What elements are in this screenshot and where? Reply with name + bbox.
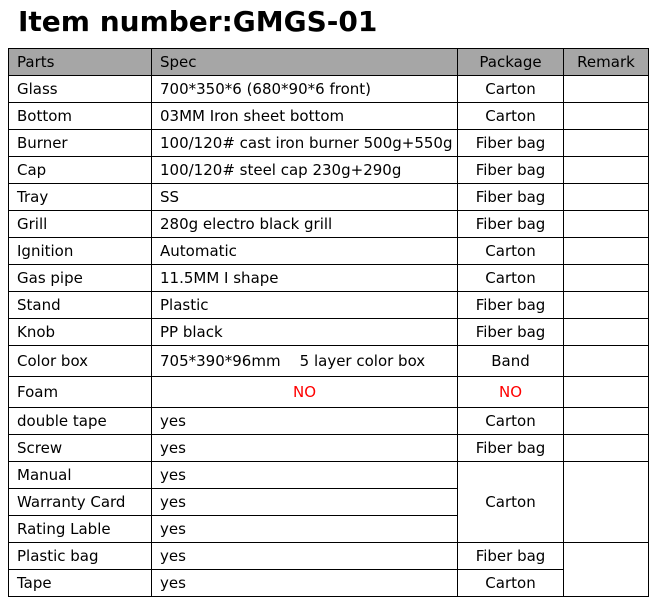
remark-cell-merged [564, 462, 649, 543]
spec-cell: 705*390*96mm 5 layer color box [152, 346, 458, 377]
header-remark: Remark [564, 49, 649, 76]
remark-cell [564, 130, 649, 157]
spec-cell: yes [152, 489, 458, 516]
remark-cell [564, 157, 649, 184]
part-cell: Warranty Card [9, 489, 152, 516]
table-row [9, 543, 649, 570]
package-cell: Band [458, 346, 564, 377]
package-cell: Fiber bag [458, 211, 564, 238]
header-spec: Spec [152, 49, 458, 76]
spec-cell-no: NO [152, 377, 458, 408]
spec-cell: 280g electro black grill [152, 211, 458, 238]
table-row [9, 462, 649, 489]
spec-cell: PP black [152, 319, 458, 346]
table-row [9, 76, 649, 103]
part-cell: Burner [9, 130, 152, 157]
part-cell: Tray [9, 184, 152, 211]
part-cell: Stand [9, 292, 152, 319]
table-row [9, 377, 649, 408]
spec-cell: 700*350*6 (680*90*6 front) [152, 76, 458, 103]
header-parts: Parts [9, 49, 152, 76]
package-cell: Fiber bag [458, 130, 564, 157]
package-cell: Carton [458, 408, 564, 435]
spec-cell: 100/120# cast iron burner 500g+550g [152, 130, 458, 157]
part-cell: Rating Lable [9, 516, 152, 543]
package-cell: Carton [458, 238, 564, 265]
table-row [9, 435, 649, 462]
part-cell: Knob [9, 319, 152, 346]
part-cell: Tape [9, 570, 152, 597]
package-cell: Fiber bag [458, 184, 564, 211]
spec-cell: yes [152, 543, 458, 570]
table-row [9, 292, 649, 319]
package-cell: Fiber bag [458, 435, 564, 462]
table-row [9, 211, 649, 238]
remark-cell [564, 103, 649, 130]
spec-cell: SS [152, 184, 458, 211]
table-row [9, 408, 649, 435]
part-cell: Gas pipe [9, 265, 152, 292]
remark-cell [564, 292, 649, 319]
remark-cell [564, 184, 649, 211]
table-header-row [9, 49, 649, 76]
part-cell: Manual [9, 462, 152, 489]
spec-cell: yes [152, 435, 458, 462]
package-cell-no: NO [458, 377, 564, 408]
package-cell: Carton [458, 76, 564, 103]
table-row [9, 319, 649, 346]
table-row [9, 346, 649, 377]
package-cell: Fiber bag [458, 292, 564, 319]
part-cell: double tape [9, 408, 152, 435]
part-cell: Plastic bag [9, 543, 152, 570]
spec-cell: 03MM Iron sheet bottom [152, 103, 458, 130]
package-cell: Fiber bag [458, 319, 564, 346]
remark-cell [564, 346, 649, 377]
spec-cell: yes [152, 516, 458, 543]
package-cell: Carton [458, 570, 564, 597]
package-cell: Fiber bag [458, 157, 564, 184]
table-row [9, 184, 649, 211]
remark-cell [564, 265, 649, 292]
package-cell-merged: Carton [458, 462, 564, 543]
table-row [9, 157, 649, 184]
remark-cell [564, 377, 649, 408]
remark-cell-merged [564, 543, 649, 597]
remark-cell [564, 238, 649, 265]
remark-cell [564, 435, 649, 462]
remark-cell [564, 319, 649, 346]
spec-cell: Plastic [152, 292, 458, 319]
spec-cell: 100/120# steel cap 230g+290g [152, 157, 458, 184]
header-package: Package [458, 49, 564, 76]
part-cell: Color box [9, 346, 152, 377]
spec-table [8, 48, 649, 597]
spec-cell: yes [152, 570, 458, 597]
part-cell: Bottom [9, 103, 152, 130]
remark-cell [564, 211, 649, 238]
part-cell: Cap [9, 157, 152, 184]
spec-cell: 11.5MM I shape [152, 265, 458, 292]
part-cell: Glass [9, 76, 152, 103]
package-cell: Carton [458, 265, 564, 292]
table-row [9, 130, 649, 157]
remark-cell [564, 76, 649, 103]
spec-cell: yes [152, 462, 458, 489]
spec-cell: Automatic [152, 238, 458, 265]
table-row [9, 238, 649, 265]
part-cell: Ignition [9, 238, 152, 265]
part-cell: Grill [9, 211, 152, 238]
spec-cell: yes [152, 408, 458, 435]
page-title: Item number:GMGS-01 [18, 5, 378, 38]
package-cell: Carton [458, 103, 564, 130]
remark-cell [564, 408, 649, 435]
table-row [9, 570, 649, 597]
part-cell: Foam [9, 377, 152, 408]
table-row [9, 265, 649, 292]
part-cell: Screw [9, 435, 152, 462]
table-row [9, 103, 649, 130]
package-cell: Fiber bag [458, 543, 564, 570]
